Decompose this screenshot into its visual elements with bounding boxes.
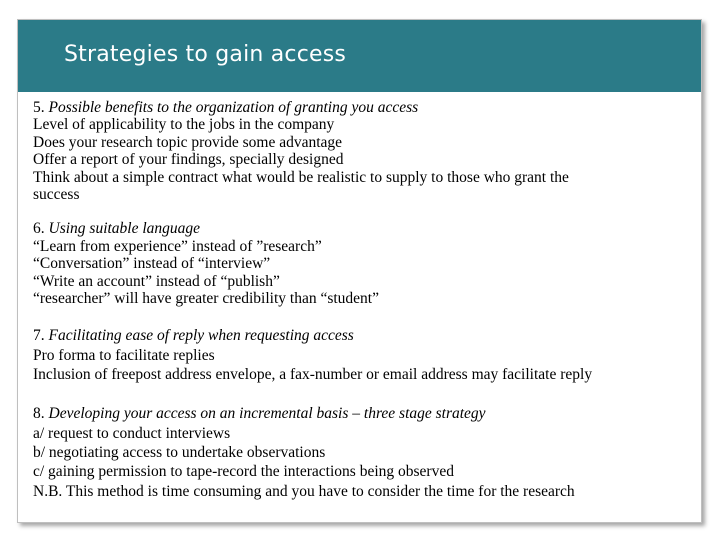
slide-body bbox=[33, 99, 698, 501]
body-line: a/ request to conduct interviews bbox=[33, 424, 231, 442]
section-heading-text: Developing your access on an incremental basis – three stage strategy bbox=[48, 405, 486, 423]
slide-title: Strategies to gain access bbox=[64, 42, 347, 67]
section-heading bbox=[33, 99, 698, 116]
body-line: success bbox=[33, 186, 80, 204]
body-line: c/ gaining permission to tape-record the interactions being observed bbox=[33, 463, 454, 481]
body-line: Level of applicability to the jobs in the company bbox=[33, 116, 335, 134]
body-line: Inclusion of freepost address envelope, a fax-number or email address may facilitate reply bbox=[33, 366, 593, 384]
body-line: “Write an account” instead of “publish” bbox=[33, 272, 280, 290]
section-heading bbox=[33, 326, 698, 345]
body-line: Pro forma to facilitate replies bbox=[33, 346, 215, 364]
section-heading-text: Using suitable language bbox=[48, 220, 201, 238]
body-line: “researcher” will have greater credibility than “student” bbox=[33, 290, 379, 308]
section-number: 7. bbox=[33, 327, 45, 345]
body-line: “Learn from experience” instead of ”research” bbox=[33, 237, 322, 255]
section-7 bbox=[33, 326, 698, 384]
body-line: N.B. This method is time consuming and you have to consider the time for the research bbox=[33, 482, 575, 500]
section-heading bbox=[33, 404, 698, 423]
slide-frame bbox=[17, 19, 702, 523]
section-heading-text: Possible benefits to the organization of granting you access bbox=[48, 99, 419, 116]
section-heading-text: Facilitating ease of reply when requesting access bbox=[48, 327, 354, 345]
section-number: 6. bbox=[33, 220, 45, 238]
body-line: Offer a report of your findings, specially designed bbox=[33, 151, 344, 169]
section-5 bbox=[33, 99, 698, 203]
body-line: “Conversation” instead of “interview” bbox=[33, 255, 271, 273]
section-heading bbox=[33, 220, 698, 237]
body-line: Does your research topic provide some advantage bbox=[33, 133, 343, 151]
title-bar bbox=[18, 20, 701, 92]
section-number: 8. bbox=[33, 405, 45, 423]
section-number: 5. bbox=[33, 99, 45, 116]
body-line: Think about a simple contract what would be realistic to supply to those who grant the bbox=[33, 168, 569, 186]
section-8 bbox=[33, 404, 698, 500]
section-6 bbox=[33, 220, 698, 307]
body-line: b/ negotiating access to undertake observations bbox=[33, 443, 326, 461]
